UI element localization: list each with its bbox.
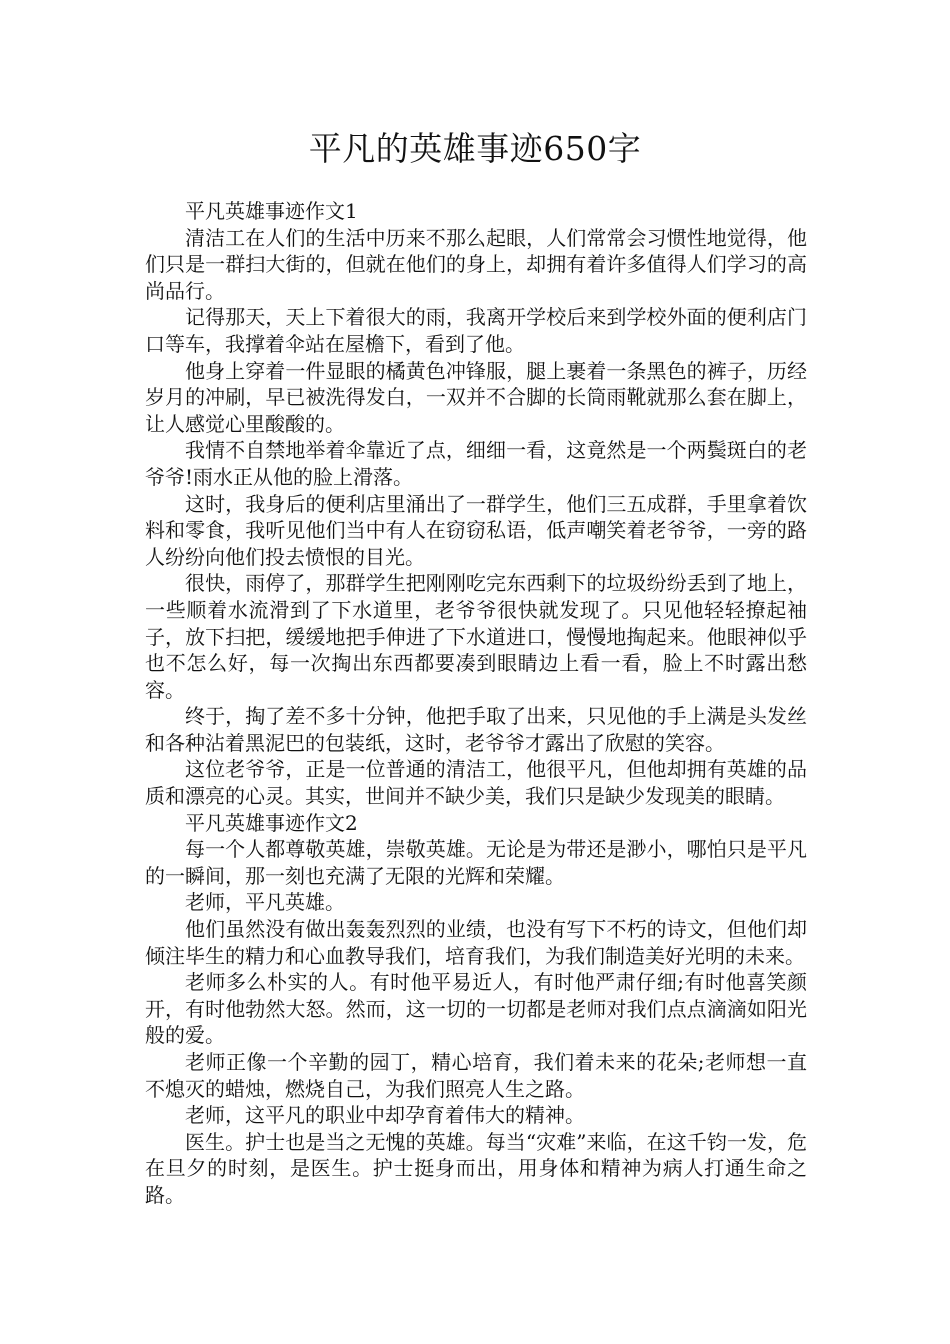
document-title: 平凡的英雄事迹650字 <box>308 129 642 168</box>
paragraph: 每一个人都尊敬英雄，崇敬英雄。无论是为带还是渺小，哪怕只是平凡的一瞬间，那一刻也充满了无限的光辉和荣耀。 <box>145 837 807 888</box>
paragraph: 他身上穿着一件显眼的橘黄色冲锋服，腿上裹着一条黑色的裤子，历经岁月的冲刷，早已被洗得发白，一双并不合脚的长筒雨靴就那么套在脚上，让人感觉心里酸酸的。 <box>145 358 807 436</box>
paragraph: 清洁工在人们的生活中历来不那么起眼，人们常常会习惯性地觉得，他们只是一群扫大街的，但就在他们的身上，却拥有着许多值得人们学习的高尚品行。 <box>145 225 807 303</box>
paragraph: 这位老爷爷，正是一位普通的清洁工，他很平凡，但他却拥有英雄的品质和漂亮的心灵。其实，世间并不缺少美，我们只是缺少发现美的眼睛。 <box>145 757 807 809</box>
paragraph: 老师，平凡英雄。 <box>185 890 345 915</box>
document-body <box>145 198 807 1209</box>
paragraph: 他们虽然没有做出轰轰烈烈的业绩，也没有写下不朽的诗文，但他们却倾注毕生的精力和心血教导我们，培育我们，为我们制造美好光明的未来。 <box>145 917 807 968</box>
paragraph: 老师，这平凡的职业中却孕育着伟大的精神。 <box>185 1103 585 1128</box>
paragraph: 老师多么朴实的人。有时他平易近人，有时他严肃仔细;有时他喜笑颜开，有时他勃然大怒。然而，这一切的一切都是老师对我们点点滴滴如阳光般的爱。 <box>145 970 807 1048</box>
paragraph: 我情不自禁地举着伞靠近了点，细细一看，这竟然是一个两鬓斑白的老爷爷!雨水正从他的脸上滑落。 <box>145 438 807 489</box>
paragraph: 医生。护士也是当之无愧的英雄。每当“灾难”来临，在这千钧一发，危在旦夕的时刻，是医生。护士挺身而出，用身体和精神为病人打通生命之路。 <box>145 1129 807 1207</box>
paragraph: 这时，我身后的便利店里涌出了一群学生，他们三五成群，手里拿着饮料和零食，我听见他们当中有人在窃窃私语，低声嘲笑着老爷爷，一旁的路人纷纷向他们投去愤恨的目光。 <box>145 491 807 569</box>
paragraph: 很快，雨停了，那群学生把刚刚吃完东西剩下的垃圾纷纷丢到了地上，一些顺着水流滑到了下水道里，老爷爷很快就发现了。只见他轻轻撩起袖子，放下扫把，缓缓地把手伸进了下水道进口，慢慢地掏起来。他眼神似乎也不怎么好，每一次掏出东西都要凑到眼睛边上看一看，脸上不时露出愁容。 <box>145 571 807 702</box>
paragraph: 老师正像一个辛勤的园丁，精心培育，我们着未来的花朵;老师想一直不熄灭的蜡烛，燃烧自己，为我们照亮人生之路。 <box>145 1050 807 1101</box>
section-heading: 平凡英雄事迹作文1 <box>185 199 358 223</box>
section-heading: 平凡英雄事迹作文2 <box>185 810 358 835</box>
paragraph: 终于，掏了差不多十分钟，他把手取了出来，只见他的手上满是头发丝和各种沾着黑泥巴的包装纸，这时，老爷爷才露出了欣慰的笑容。 <box>145 704 807 755</box>
paragraph: 记得那天，天上下着很大的雨，我离开学校后来到学校外面的便利店门口等车，我撑着伞站在屋檐下，看到了他。 <box>145 305 807 356</box>
